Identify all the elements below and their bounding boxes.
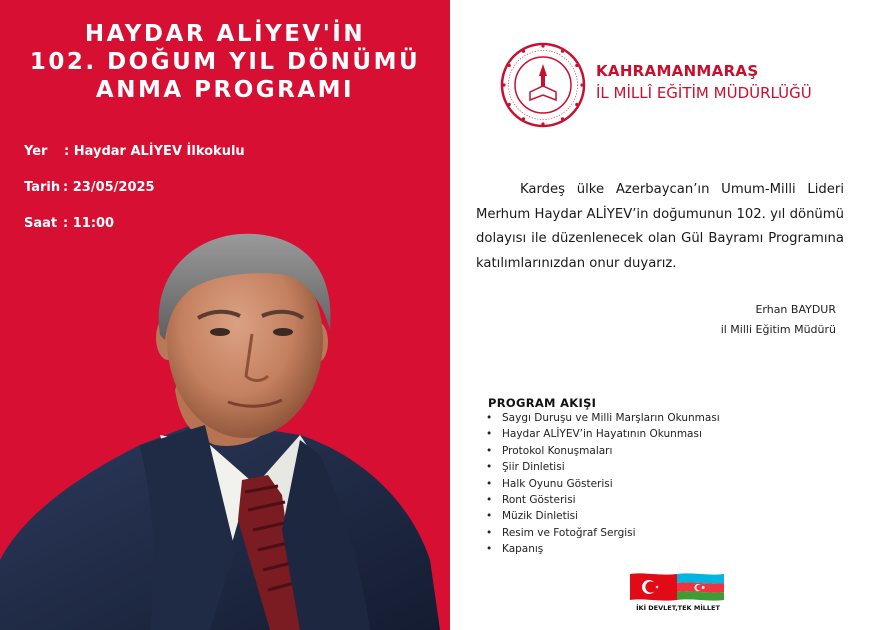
- list-item: • Müzik Dinletisi: [486, 508, 720, 524]
- list-item: • Saygı Duruşu ve Milli Marşların Okunması: [486, 410, 720, 426]
- list-item: • Şiir Dinletisi: [486, 459, 720, 475]
- list-item: • Halk Oyunu Gösterisi: [486, 476, 720, 492]
- event-time: [24, 216, 114, 231]
- ministry-seal-logo: [500, 42, 586, 128]
- bullet-icon: •: [486, 428, 493, 441]
- turkey-azerbaijan-flags-icon: [630, 572, 724, 602]
- org-name-line-1: KAHRAMANMARAŞ: [596, 62, 759, 80]
- bullet-icon: •: [486, 526, 493, 539]
- place-label: Yer: [24, 144, 48, 159]
- event-place: [24, 144, 245, 159]
- list-item: • Resim ve Fotoğraf Sergisi: [486, 525, 720, 541]
- title-line-1: HAYDAR ALİYEV'İN: [84, 21, 366, 47]
- time-label: Saat: [24, 216, 58, 231]
- list-item: • Kapanış: [486, 541, 720, 557]
- list-item: • Ront Gösterisi: [486, 492, 720, 508]
- list-item: • Protokol Konuşmaları: [486, 443, 720, 459]
- bullet-icon: •: [486, 444, 493, 457]
- time-value: : 11:00: [63, 216, 115, 231]
- bullet-icon: •: [486, 510, 493, 523]
- title-line-2: 102. DOĞUM YIL DÖNÜMÜ: [29, 49, 421, 75]
- program-list: [486, 410, 720, 558]
- place-value: : Haydar ALİYEV İlkokulu: [64, 144, 245, 159]
- bullet-icon: •: [486, 412, 493, 424]
- list-item: • Haydar ALİYEV’in Hayatının Okunması: [486, 426, 720, 442]
- date-label: Tarih: [24, 180, 61, 195]
- event-date: [24, 180, 155, 195]
- bullet-icon: •: [486, 543, 493, 556]
- portrait-photo: [0, 230, 450, 630]
- signer-title: il Milli Eğitim Müdürü: [720, 323, 836, 336]
- right-panel: [450, 0, 882, 630]
- bullet-icon: •: [486, 493, 493, 506]
- title-line-3: ANMA PROGRAMI: [95, 77, 355, 103]
- page-title: [0, 20, 450, 104]
- bullet-icon: •: [486, 461, 493, 474]
- invitation-text: Kardeş ülke Azerbaycan’ın Umum-Milli Lideri Merhum Haydar ALİYEV’in doğumunun 102. yıl dönümü dolayısı ile düzenlenecek olan Gül Bayramı Programına katılımlarınızdan onur duyarız.: [476, 182, 844, 271]
- slogan-text: İKİ DEVLET,TEK MİLLET: [636, 604, 720, 612]
- signature-block: [721, 300, 836, 340]
- bullet-icon: •: [486, 477, 493, 490]
- signer-name: Erhan BAYDUR: [755, 303, 836, 316]
- org-name-line-2: İL MİLLÎ EĞİTİM MÜDÜRLÜĞÜ: [596, 84, 812, 102]
- program-heading: PROGRAM AKIŞI: [488, 396, 597, 410]
- date-value: : 23/05/2025: [63, 180, 155, 195]
